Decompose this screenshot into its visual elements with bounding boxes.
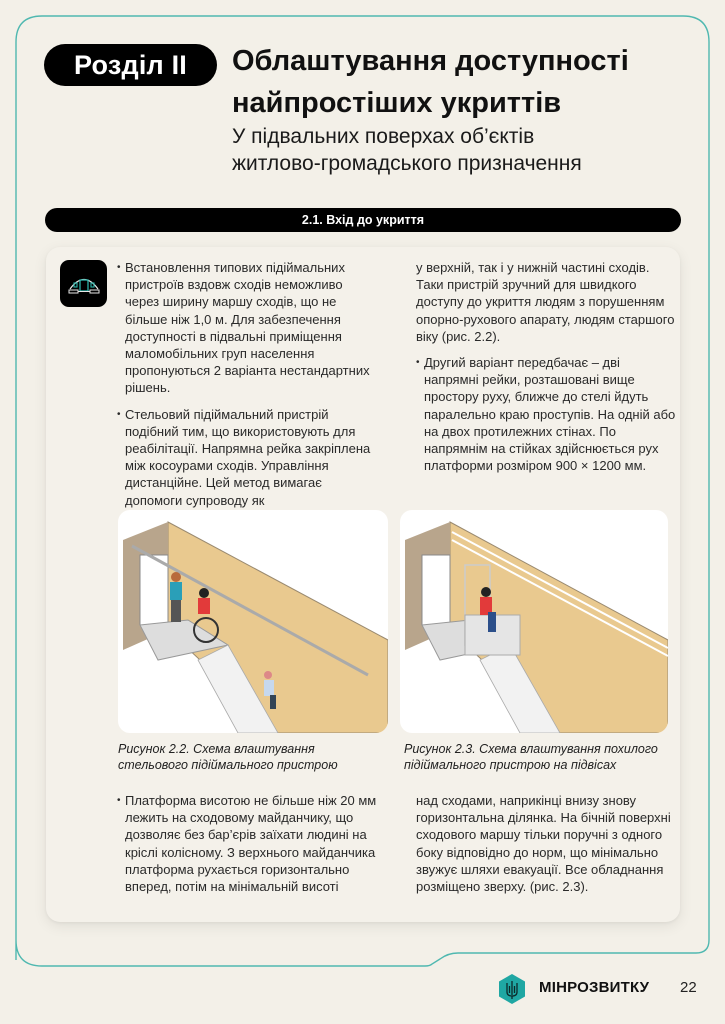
page-title bbox=[232, 40, 692, 124]
page-number: 22 bbox=[680, 979, 697, 996]
section-badge bbox=[44, 44, 217, 86]
section-heading-bar bbox=[45, 208, 681, 232]
figure-caption-2-3 bbox=[404, 741, 674, 773]
section-heading: 2.1. Вхід до укриття bbox=[301, 213, 425, 227]
subtitle-line-1: У підвальних поверхах об’єктів bbox=[232, 125, 535, 148]
shelter-icon bbox=[60, 260, 107, 307]
bullet-paragraph: • Другий варіант передбачає – дві напрямні рейки, розташовані вище простору руху, ближче до стелі йдуть паралельно краю проступів. На одній або на двох протилежних стінах. По напрямнім на стійках здійснюється рух платформи розміром 900 × 1200 мм. bbox=[416, 354, 678, 474]
caption-line: підіймального пристрою на підвісах bbox=[404, 758, 617, 772]
title-line-1: Облаштування доступності bbox=[232, 45, 629, 77]
trident-logo-icon bbox=[497, 973, 527, 1005]
bullet-paragraph: • Встановлення типових підіймальних пристроїв вздовж сходів неможливо через ширину маршу сходів, що не більше ніж 1,0 м. Для забезпечення доступності в підвальні приміщення маломобільних груп населення пропонуються 2 варіанта нестандартних рішень. bbox=[117, 259, 379, 397]
paragraph-continuation: над сходами, наприкінці внизу знову горизонтальна ділянка. На бічній поверхні сходового маршу тільки поручні з одного боку відповідно до норм, що мінімально звужує шляхи евакуації. Все обладнання розміщено зверху. (рис. 2.3). bbox=[416, 793, 671, 895]
text-column-2 bbox=[416, 259, 678, 483]
subtitle-line-2: житлово-громадського призначення bbox=[232, 152, 582, 175]
caption-line: Рисунок 2.3. Схема влаштування похилого bbox=[404, 742, 658, 756]
figure-2-3-inclined-platform-lift bbox=[400, 510, 668, 733]
paragraph-continuation: у верхній, так і у нижній частині сходів. Таки пристрій зручний для швидкого доступу до укриття людям з порушенням опорно-рухового апарату, людям старшого віку (рис. 2.2). bbox=[416, 260, 675, 344]
page-subtitle bbox=[232, 123, 692, 177]
figure-caption-2-2 bbox=[118, 741, 388, 773]
caption-line: Рисунок 2.2. Схема влаштування bbox=[118, 742, 315, 756]
figure-2-2-ceiling-lift bbox=[118, 510, 388, 733]
brand-name: МІНРОЗВИТКУ bbox=[539, 979, 650, 996]
bullet-paragraph: • Платформа висотою не більше ніж 20 мм лежить на сходовому майданчику, що дозволяє без бар’єрів заїхати людині на кріслі колісному. З верхнього майданчика платформа рухається горизонтально вперед, потім на мінімальній висоті bbox=[117, 792, 379, 895]
text-column-1 bbox=[117, 259, 379, 518]
bullet-paragraph: • Стельовий підіймальний пристрій подібний тим, що використовують для реабілітації. Напрямна рейка закріплена між косоурами сходів. Управління дистанційне. Цей метод вимагає допомоги супроводу як bbox=[117, 406, 379, 509]
caption-line: стельового підіймального пристрою bbox=[118, 758, 338, 772]
text-column-3 bbox=[117, 792, 379, 904]
title-line-2: найпростіших укриттів bbox=[232, 87, 562, 119]
text-column-4 bbox=[416, 792, 678, 904]
section-badge-label: Розділ II bbox=[74, 49, 187, 80]
